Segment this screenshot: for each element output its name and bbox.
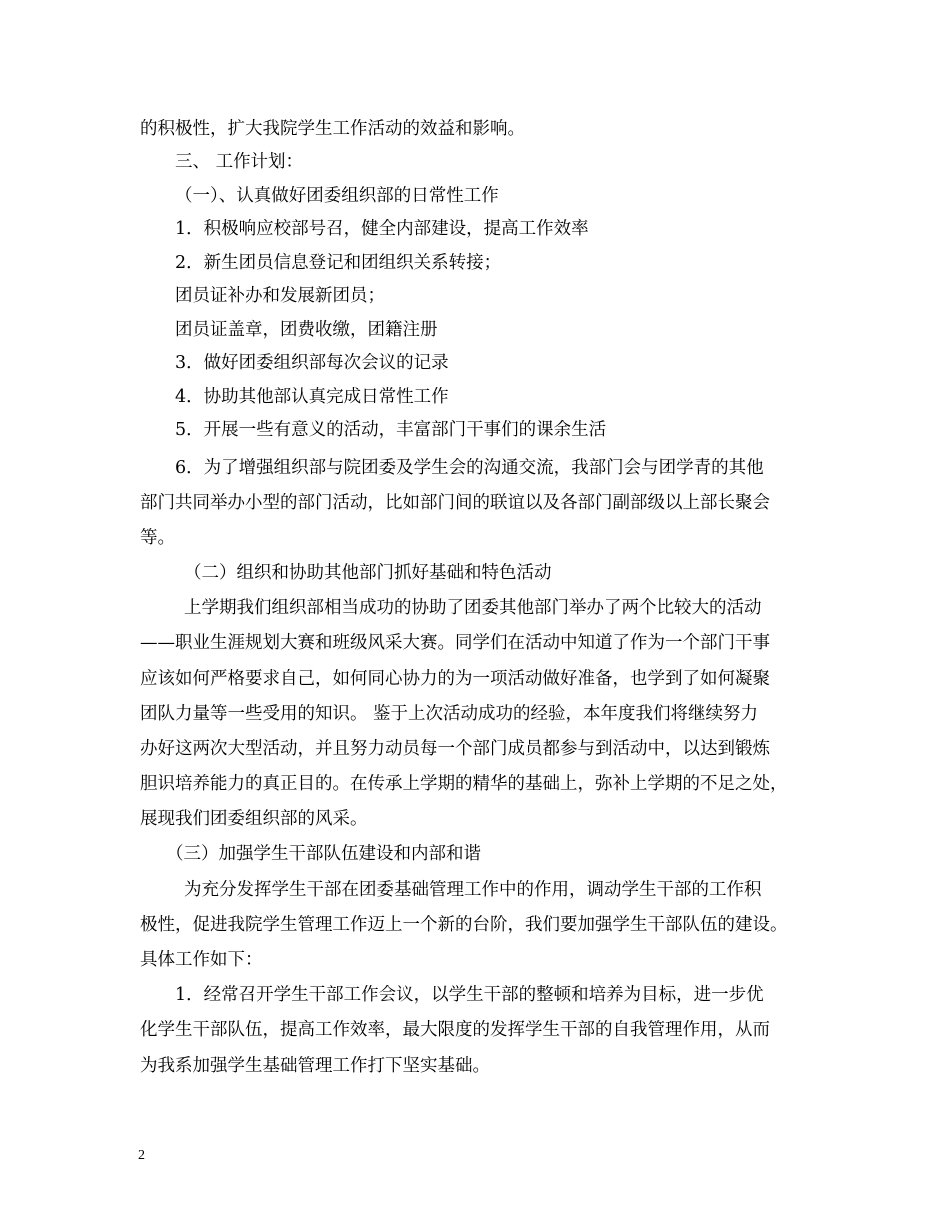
subsection-heading: （二）组织和协助其他部门抓好基础和特色活动 bbox=[184, 563, 552, 583]
text-line: 团队力量等一些受用的知识。 鉴于上次活动成功的经验，本年度我们将继续努力 bbox=[140, 704, 759, 724]
subsection-heading: （一）、认真做好团委组织部的日常性工作 bbox=[175, 186, 499, 206]
list-item: 团员证盖章，团费收缴，团籍注册 bbox=[175, 320, 438, 340]
text-line: 具体工作如下： bbox=[140, 950, 263, 970]
list-item: 5．开展一些有意义的活动，丰富部门干事们的课余生活 bbox=[175, 420, 607, 440]
list-item: 团员证补办和发展新团员； bbox=[175, 286, 385, 306]
text-line: 极性，促进我院学生管理工作迈上一个新的台阶，我们要加强学生干部队伍的建设。 bbox=[140, 915, 788, 935]
list-item: 1．经常召开学生干部工作会议，以学生干部的整顿和培养为目标，进一步优 bbox=[175, 985, 764, 1005]
text-line: 化学生干部队伍，提高工作效率，最大限度的发挥学生干部的自我管理作用，从而 bbox=[140, 1020, 770, 1040]
text-line: 部门共同举办小型的部门活动，比如部门间的联谊以及各部门副部级以上部长聚会 bbox=[140, 493, 770, 513]
text-line: 应该如何严格要求自己，如何同心协力的为一项活动做好准备，也学到了如何凝聚 bbox=[140, 669, 770, 689]
text-line: 办好这两次大型活动，并且努力动员每一个部门成员都参与到活动中，以达到锻炼 bbox=[140, 739, 770, 759]
list-item: 2．新生团员信息登记和团组织关系转接； bbox=[175, 253, 502, 273]
list-item: 6．为了增强组织部与院团委及学生会的沟通交流，我部门会与团学青的其他 bbox=[175, 458, 764, 478]
text-line: 展现我们团委组织部的风采。 bbox=[140, 809, 368, 829]
page-number: 2 bbox=[138, 1148, 145, 1163]
subsection-heading: （三）加强学生干部队伍建设和内部和谐 bbox=[166, 844, 481, 864]
list-item: 1．积极响应校部号召，健全内部建设，提高工作效率 bbox=[175, 219, 589, 239]
text-line: 的积极性，扩大我院学生工作活动的效益和影响。 bbox=[140, 119, 525, 139]
text-line: 胆识培养能力的真正目的。在传承上学期的精华的基础上，弥补上学期的不足之处， bbox=[140, 774, 788, 794]
list-item: 3．做好团委组织部每次会议的记录 bbox=[175, 353, 449, 373]
text-line: ——职业生涯规划大赛和班级风采大赛。同学们在活动中知道了作为一个部门干事 bbox=[140, 633, 770, 653]
text-line: 上学期我们组织部相当成功的协助了团委其他部门举办了两个比较大的活动 bbox=[184, 598, 762, 618]
list-item: 4．协助其他部认真完成日常性工作 bbox=[175, 387, 449, 407]
section-heading: 三、 工作计划： bbox=[175, 152, 304, 172]
text-line: 等。 bbox=[140, 528, 175, 548]
text-line: 为充分发挥学生干部在团委基础管理工作中的作用，调动学生干部的工作积 bbox=[184, 880, 762, 900]
text-line: 为我系加强学生基础管理工作打下坚实基础。 bbox=[140, 1056, 490, 1076]
